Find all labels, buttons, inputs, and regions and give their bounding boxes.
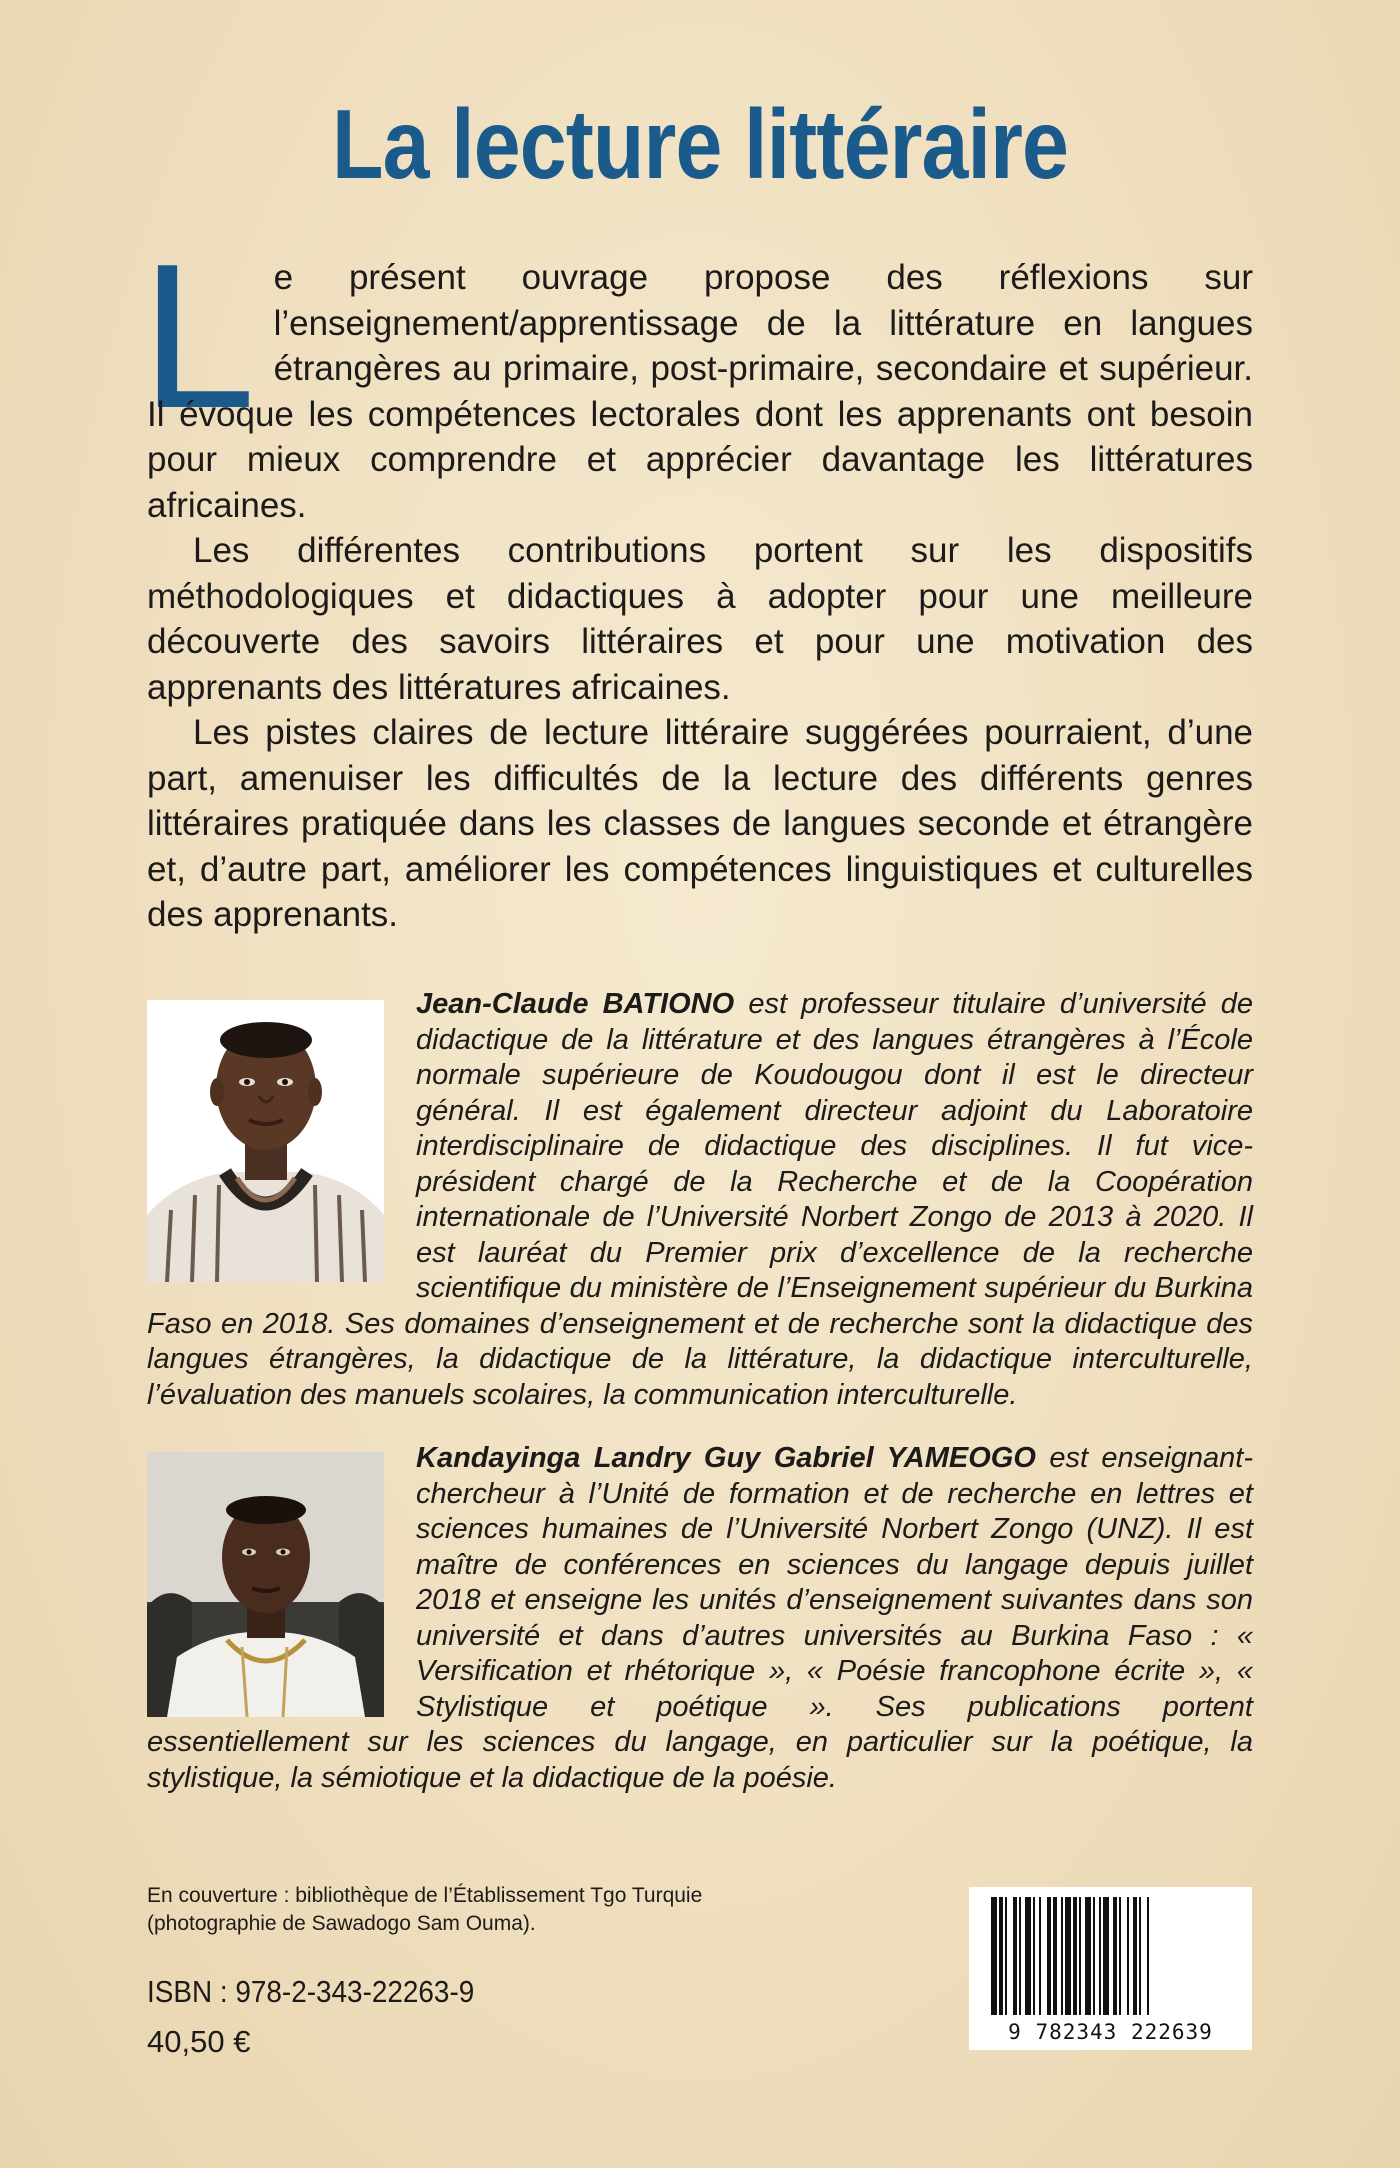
barcode-bar	[1019, 1897, 1021, 2015]
barcode-bar	[1099, 1897, 1101, 2015]
cover-credit-line-1: En couverture : bibliothèque de l’Établissement Tgo Turquie	[147, 1884, 703, 1907]
author-bio-bationo	[147, 987, 1253, 1413]
barcode-bar	[999, 1897, 1003, 2015]
author-photo-bationo	[147, 1000, 384, 1282]
cover-credit	[147, 1882, 767, 1938]
barcode-bar	[1073, 1897, 1077, 2015]
barcode-bar	[1025, 1897, 1031, 2015]
price: 40,50 €	[147, 2024, 251, 2059]
barcode-bar	[1103, 1897, 1109, 2015]
author-name-bationo: Jean-Claude BATIONO	[416, 988, 735, 1020]
author-photo-yameogo	[147, 1452, 384, 1717]
abstract-paragraph-3: Les pistes claires de lecture littéraire suggérées pourraient, d’une part, amenuiser les difficultés de la lecture des différents genres littéraires pratiquée dans les classes de langues seconde et étrangère et, d’autre part, améliorer les compétences linguistiques et culturelles des apprenants.	[147, 713, 1253, 934]
barcode-bar	[1079, 1897, 1081, 2015]
cover-credit-line-2: (photographie de Sawadogo Sam Ouma).	[147, 1912, 536, 1935]
abstract-paragraph-2: Les différentes contributions portent sur les dispositifs méthodologiques et didactiques à adopter pour une meilleure découverte des savoirs littéraires et pour une motivation des apprenants des littératures africaines.	[147, 531, 1253, 707]
abstract-paragraph-1	[141, 221, 1253, 528]
barcode-bar	[1047, 1897, 1051, 2015]
barcode-bar	[1053, 1897, 1057, 2015]
barcode-bar	[1139, 1897, 1141, 2015]
barcode-bar	[1013, 1897, 1017, 2015]
barcode-bar	[1085, 1897, 1091, 2015]
barcode-bar	[1039, 1897, 1041, 2015]
author-bio-text-bationo: est professeur titulaire d’université de didactique de la littérature et des langues étrangères à l’École normale supérieure de Koudougou dont il est le directeur général. Il est également directeur adjoint du Laboratoire interdisciplinaire de didactique des disciplines. Il fut vice-président chargé de la Recherche et de la Coopération internationale de l’Université Norbert Zongo de 2013 à 2020. Il est lauréat du Premier prix d’excellence de la recherche scientifique du ministère de l’Enseignement supérieur du Burkina Faso en 2018. Ses domaines d’enseignement et de recherche sont la didactique des langues étrangères, la didactique de la littérature, la didactique interculturelle, l’évaluation des manuels scolaires, la communication interculturelle.	[147, 988, 1254, 1411]
barcode-bar	[1061, 1897, 1063, 2015]
barcode	[969, 1887, 1252, 2050]
book-title: La lecture littéraire	[331, 89, 1069, 199]
abstract-paragraph-1-text: e présent ouvrage propose des réflexions sur l’enseignement/apprentissage de la littérature en langues étrangères au primaire, post-primaire, secondaire et supérieur. Il évoque les compétences lectorales dont les apprenants ont besoin pour mieux comprendre et apprécier davantage les littératures africaines.	[147, 258, 1253, 525]
barcode-bar	[991, 1897, 997, 2015]
author-bio-text-yameogo: est enseignant-chercheur à l’Unité de formation et de recherche en lettres et sciences humaines de l’Université Norbert Zongo (UNZ). Il est maître de conférences en sciences du langage depuis juillet 2018 et enseigne les unités d’enseignement suivantes dans son université et dans d’autres universités au Burkina Faso : « Versification et rhétorique », « Poésie francophone écrite », « Stylistique et poétique ». Ses publications portent essentiellement sur les sciences du langage, en particulier sur la poétique, la stylistique, la sémiotique et la didactique de la poésie.	[147, 1442, 1253, 1794]
barcode-bar	[1093, 1897, 1095, 2015]
barcode-bar	[1005, 1897, 1007, 2015]
barcode-bar	[1033, 1897, 1035, 2015]
author-name-yameogo: Kandayinga Landry Guy Gabriel YAMEOGO	[416, 1442, 1036, 1474]
barcode-bar	[1147, 1897, 1149, 2015]
abstract	[141, 221, 1253, 938]
barcode-bar	[1119, 1897, 1121, 2015]
isbn: ISBN : 978-2-343-22263-9	[147, 1974, 475, 2009]
barcode-bar	[1065, 1897, 1071, 2015]
barcode-digits: 9 782343 222639	[1008, 2020, 1213, 2044]
author-bio-yameogo	[147, 1441, 1253, 1796]
barcode-bar	[1127, 1897, 1129, 2015]
drop-cap: L	[141, 221, 256, 451]
barcode-bar	[1133, 1897, 1137, 2015]
barcode-bar	[1113, 1897, 1117, 2015]
